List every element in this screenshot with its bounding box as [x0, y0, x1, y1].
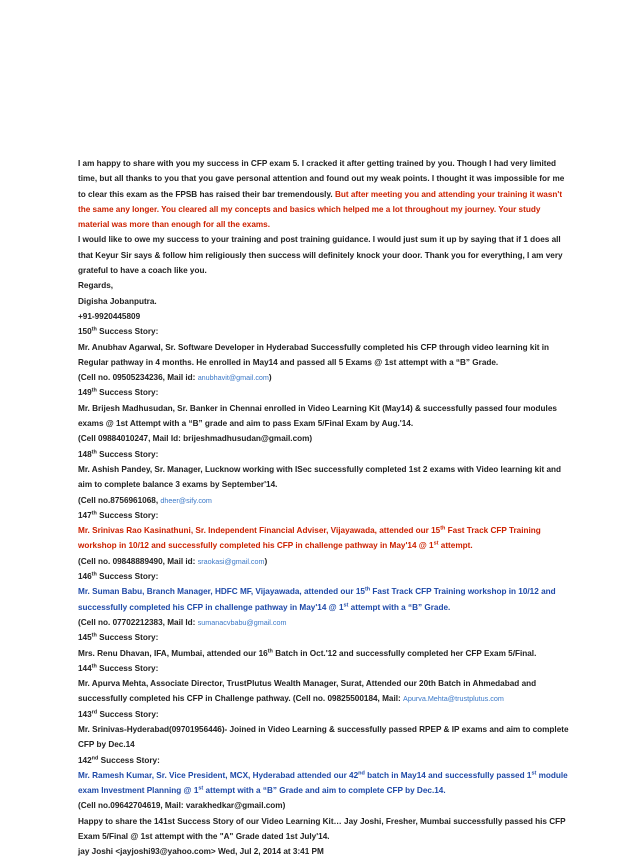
story-number: 144	[78, 663, 92, 673]
story-body-142	[78, 768, 574, 799]
testimonial-intro	[78, 156, 574, 232]
story-text: Mr. Srinivas Rao Kasinathuni, Sr. Independent Financial Adviser, Vijayawada, attended our 15	[78, 526, 441, 536]
signature-name: Digisha Jobanputra.	[78, 296, 157, 306]
story-contact-147	[78, 554, 574, 569]
story-text: Mrs. Renu Dhavan, IFA, Mumbai, attended our 16	[78, 648, 268, 658]
ordinal-suffix: st	[198, 785, 204, 792]
intro-highlight-text: But after meeting you and attending your training it wasn't the same any longer. You cleared all my concepts and basics which helped me a lot throughout my journey. Your study material was more than enough for all the exams.	[78, 189, 563, 230]
ordinal-suffix: st	[343, 601, 349, 608]
ordinal-suffix: st	[531, 770, 537, 777]
story-body-146	[78, 584, 574, 615]
story-body-149: Mr. Brijesh Madhusudan, Sr. Banker in Chennai enrolled in Video Learning Kit (May14) & successfully passed four modules exams @ 1st Attempt with a “B” grade and aim to pass Exam 5/Final Exam by Aug.'14.	[78, 403, 557, 429]
story-contact-146	[78, 615, 574, 630]
email-link[interactable]: sumanacvbabu@gmail.com	[197, 617, 287, 627]
story-text: Batch in Oct.'12 and successfully completed her CFP Exam 5/Final.	[272, 648, 537, 658]
story-contact-149: (Cell 09884010247, Mail Id: brijeshmadhusudan@gmail.com)	[78, 434, 313, 444]
story-number: 150	[78, 327, 92, 337]
story-number: 143	[78, 709, 92, 719]
story-number: 147	[78, 510, 92, 520]
story-text: Mr. Apurva Mehta, Associate Director, TrustPlutus Wealth Manager, Surat, Attended our 20th Batch in Ahmedabad and successfully completed his CFP in Challenge pathway. (Cell no. 09825500184, Mail:	[78, 679, 537, 704]
story-title: Success Story:	[96, 633, 159, 643]
story-contact-150	[78, 370, 574, 385]
contact-text: (Cell no. 07702212383, Mail Id:	[78, 617, 198, 627]
ordinal-suffix: nd	[91, 754, 99, 761]
story-body-147	[78, 523, 574, 554]
story-text: attempt.	[438, 541, 473, 551]
story-text: attempt with a “B” Grade.	[348, 602, 451, 612]
story-text: Fast Track CFP Training workshop in 10/12 and successfully completed his CFP in challenge pathway in May'14 @ 1	[78, 587, 556, 612]
story-title: Success Story:	[96, 388, 159, 398]
contact-text: (Cell no. 09848889490, Mail id:	[78, 556, 198, 566]
contact-text: )	[268, 373, 272, 383]
story-heading-148	[78, 447, 574, 462]
contact-text: (Cell no.8756961068,	[78, 495, 161, 505]
email-link[interactable]: anubhavit@gmail.com	[197, 373, 269, 383]
story-title: Success Story:	[96, 572, 159, 582]
document-page	[78, 156, 574, 860]
story-body-145	[78, 646, 574, 661]
contact-text: )	[264, 556, 268, 566]
story-title: Success Story:	[96, 327, 159, 337]
email-link[interactable]: Apurva.Mehta@trustplutus.com	[403, 694, 504, 704]
ordinal-suffix: th	[91, 571, 97, 578]
email-footer: jay Joshi <jayjoshi93@yahoo.com> Wed, Jul 2, 2014 at 3:41 PM	[78, 847, 324, 857]
story-text: Mr. Ramesh Kumar, Sr. Vice President, MCX, Hyderabad attended our 42	[78, 770, 359, 780]
ordinal-suffix: st	[433, 540, 439, 547]
story-heading-149	[78, 385, 574, 400]
story-number: 146	[78, 572, 92, 582]
story-body-150: Mr. Anubhav Agarwal, Sr. Software Developer in Hyderabad Successfully completed his CFP through video learning kit in Regular pathway in 4 months. He enrolled in May14 and passed all 5 Exams @ 1st attempt with a “B” Grade.	[78, 342, 550, 367]
ordinal-suffix: th	[364, 586, 371, 593]
story-contact-142: (Cell no.09642704619, Mail: varakhedkar@gmail.com)	[78, 801, 286, 811]
ordinal-suffix: th	[91, 663, 97, 670]
story-title: Success Story:	[96, 449, 159, 459]
ordinal-suffix: th	[91, 510, 97, 517]
story-contact-148	[78, 493, 574, 508]
ordinal-suffix: rd	[91, 708, 98, 715]
story-text: module exam Investment Planning @ 1	[78, 770, 568, 796]
story-heading-146	[78, 569, 574, 584]
story-number: 149	[78, 388, 92, 398]
contact-text: (Cell no. 09505234236, Mail id:	[78, 373, 198, 383]
ordinal-suffix: th	[267, 647, 273, 654]
story-number: 145	[78, 633, 92, 643]
story-heading-147	[78, 508, 574, 523]
story-heading-145	[78, 630, 574, 645]
email-link[interactable]: sraokasi@gmail.com	[197, 556, 265, 566]
story-number: 142	[78, 755, 92, 765]
story-title: Success Story:	[96, 510, 159, 520]
story-number: 148	[78, 449, 92, 459]
ordinal-suffix: nd	[358, 770, 365, 777]
intro-text: I am happy to share with you my success in CFP exam 5. I cracked it after getting trained by you. Though I had very limited time, but all thanks to you that you gave personal attention and found out my weak points. I thought it was impossible for me to clear this exam as the FPSB has raised their bar tremendously.	[78, 159, 565, 199]
story-text: Fast Track CFP Training workshop in 10/12 and successfully completed his CFP in challenge pathway in May'14 @ 1	[78, 526, 541, 551]
story-text: Mr. Suman Babu, Branch Manager, HDFC MF, Vijayawada, attended our 15	[78, 587, 365, 597]
story-text: attempt with a “B” Grade and aim to complete CFP by Dec.14.	[203, 786, 446, 796]
story-title: Success Story:	[97, 709, 159, 719]
ordinal-suffix: th	[91, 387, 97, 394]
testimonial-closing: I would like to owe my success to your training and post training guidance. I would just sum it up by saying that if 1 does all that Keyur Sir says & follow him religiously then success will definitely knock your door. Thank you for everything, I am very grateful to have a coach like you.	[78, 235, 563, 276]
story-heading-144	[78, 661, 574, 676]
story-body-144	[78, 676, 574, 707]
story-heading-143	[78, 707, 574, 722]
regards-line: Regards,	[78, 281, 114, 291]
story-title: Success Story:	[98, 755, 160, 765]
story-body-143: Mr. Srinivas-Hyderabad(09701956446)- Joined in Video Learning & successfully passed RPEP & IP exams and aim to complete CFP by Dec.14	[78, 724, 569, 750]
story-body-141: Happy to share the 141st Success Story of our Video Learning Kit… Jay Joshi, Fresher, Mumbai successfully passed his CFP Exam 5/Final @ 1st attempt with the "A" Grade dated 1st July'14.	[78, 816, 566, 842]
email-link[interactable]: dheer@sify.com	[160, 495, 212, 505]
story-text: batch in May14 and successfully passed 1	[364, 770, 532, 780]
ordinal-suffix: th	[91, 448, 97, 455]
story-body-148: Mr. Ashish Pandey, Sr. Manager, Lucknow working with ISec successfully completed 1st 2 exams with Video learning kit and aim to complete balance 3 exams by September'14.	[78, 464, 562, 490]
story-heading-142	[78, 753, 574, 768]
ordinal-suffix: th	[91, 326, 97, 333]
signature-phone: +91-9920445809	[78, 311, 141, 321]
story-heading-150	[78, 324, 574, 339]
ordinal-suffix: th	[440, 525, 446, 532]
story-title: Success Story:	[96, 663, 159, 673]
ordinal-suffix: th	[91, 632, 97, 639]
